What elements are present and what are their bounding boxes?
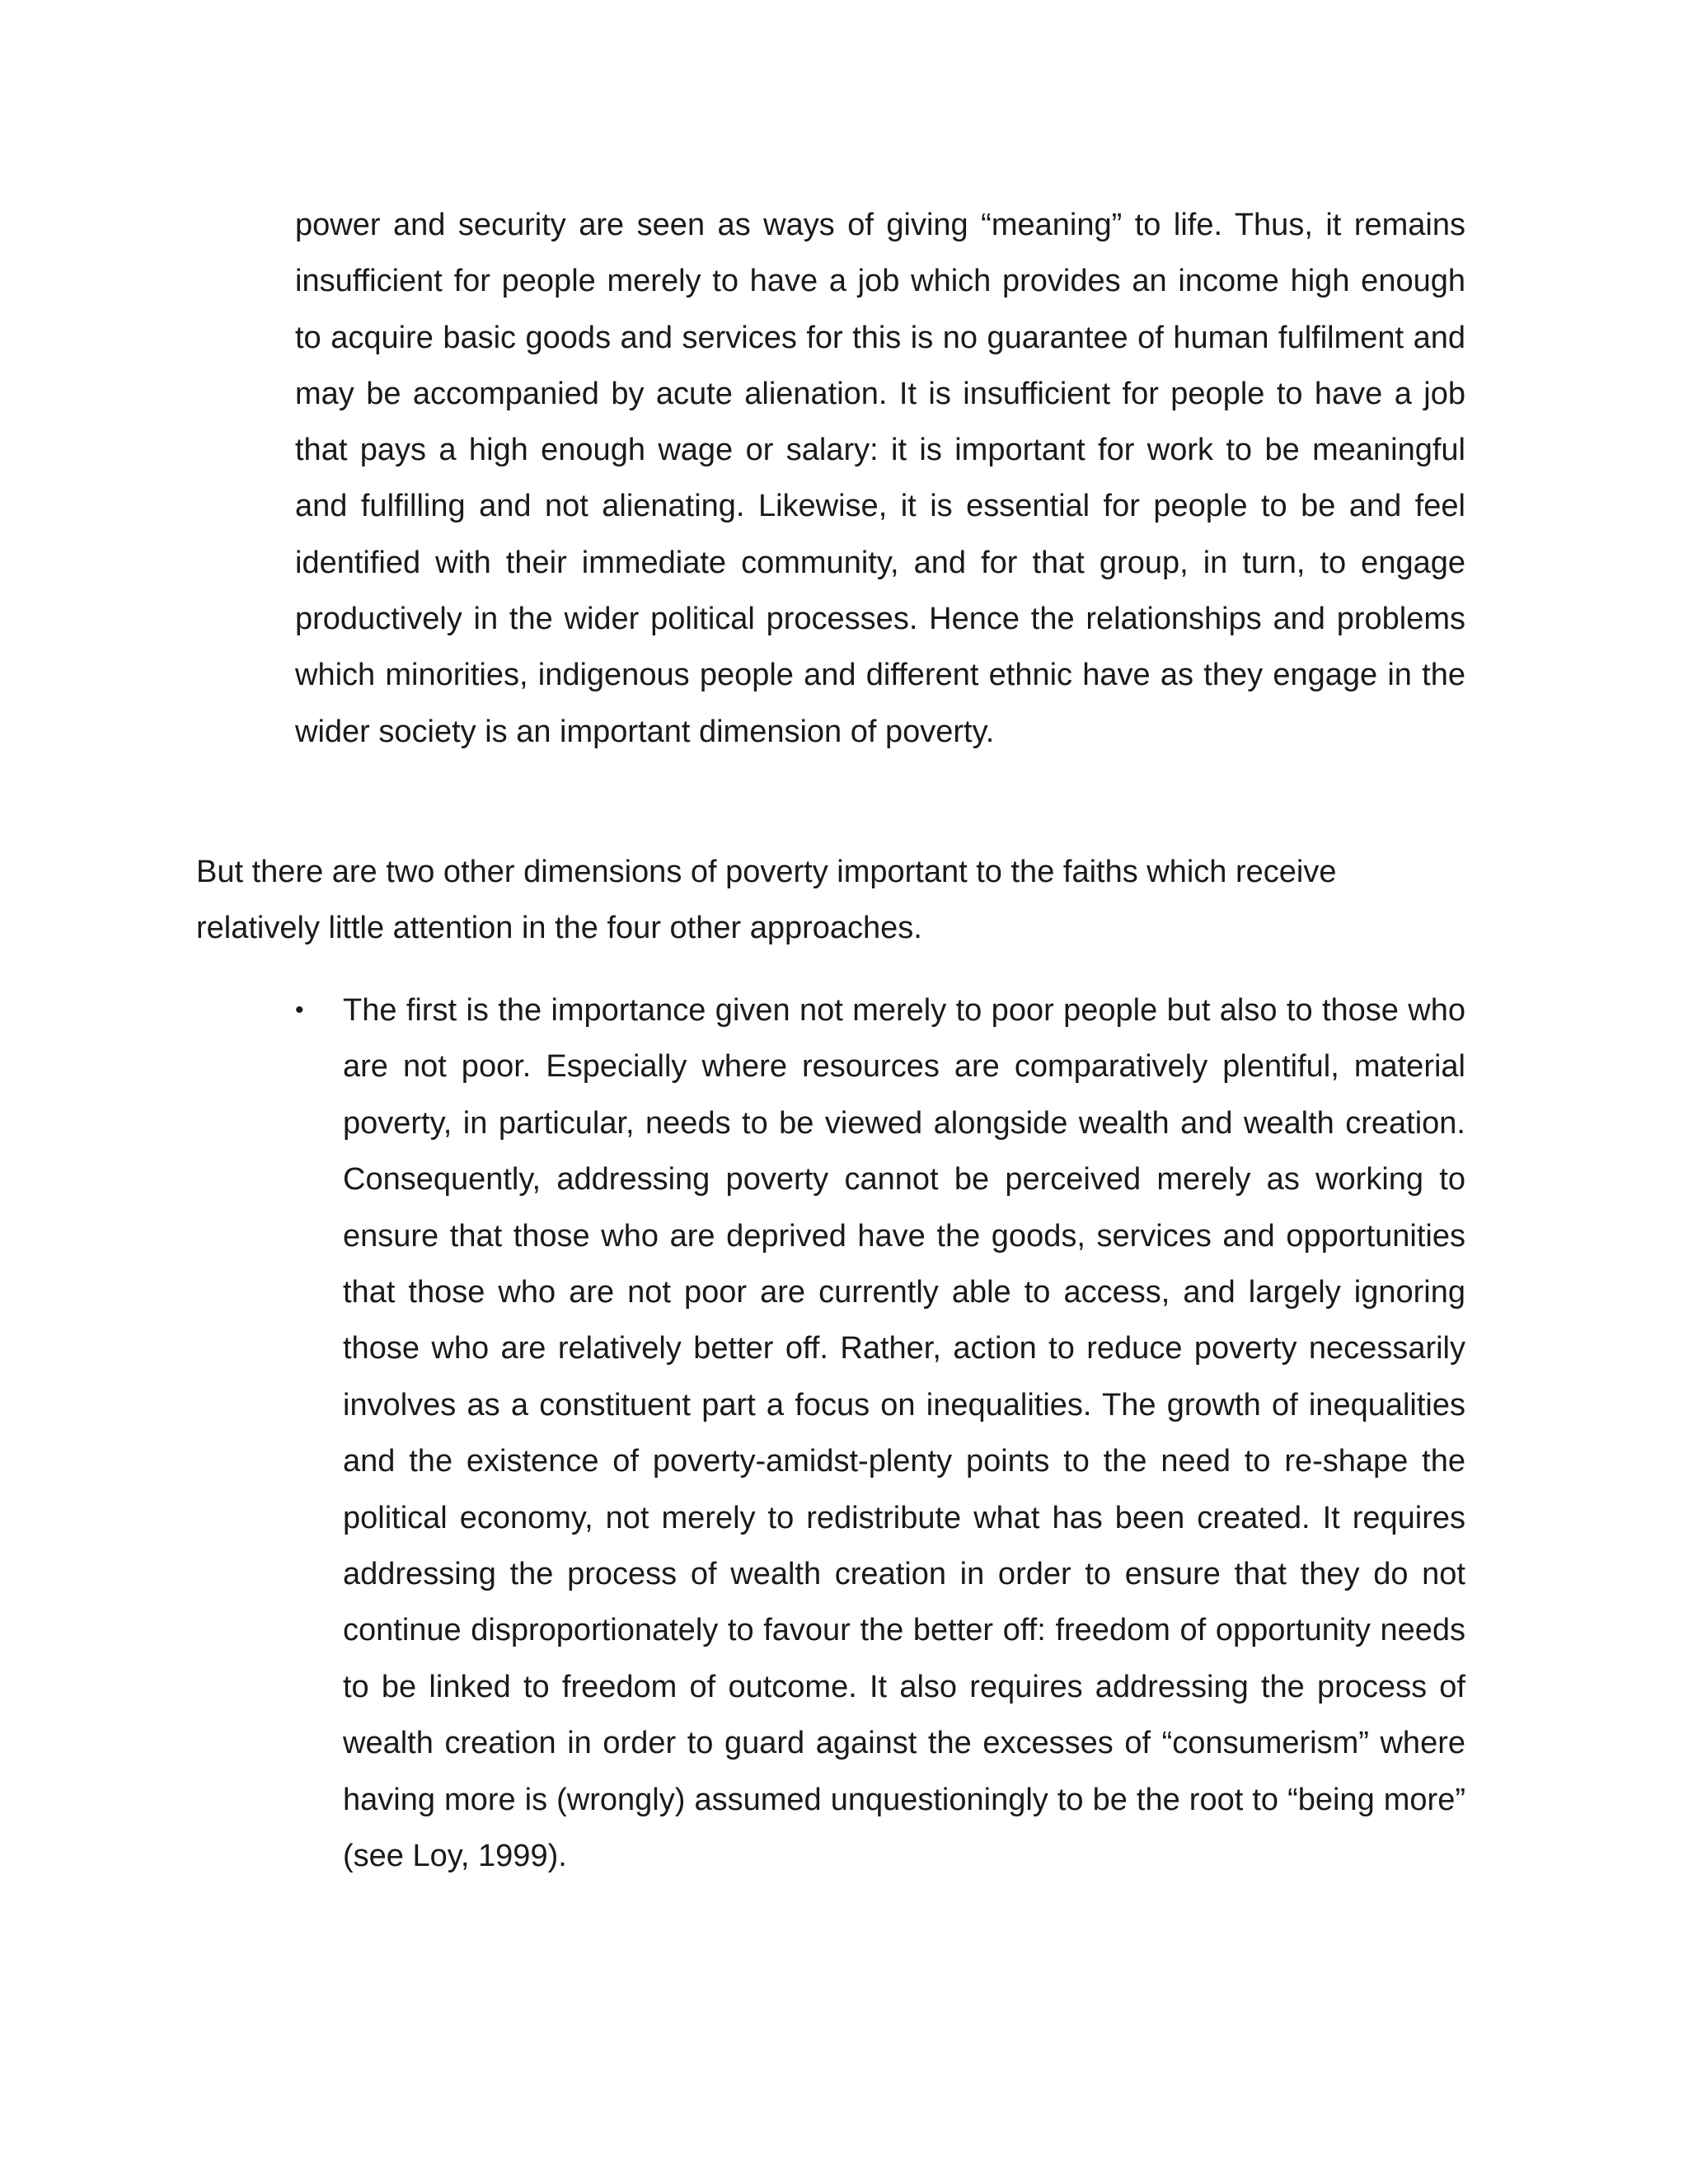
bullet-marker: • [295, 996, 304, 1024]
bullet-list [295, 982, 1465, 1885]
body-paragraph-intro: But there are two other dimensions of poverty important to the faiths which receive relatively little attention in the four other approaches. [196, 855, 1337, 945]
bullet-item [295, 982, 1465, 1885]
body-paragraph-continued: power and security are seen as ways of giving “meaning” to life. Thus, it remains insufficient for people merely to have a job which provides an income high enough to acquire basic goods and services for this is no guarantee of human fulfilment and may be accompanied by acute alienation. It is insufficient for people to have a job that pays a high enough wage or salary: it is important for work to be meaningful and fulfilling and not alienating. Likewise, it is essential for people to be and feel identified with their immediate community, and for that group, in turn, to engage productively in the wider political processes. Hence the relationships and problems which minorities, indigenous people and different ethnic have as they engage in the wider society is an important dimension of poverty. [295, 208, 1465, 749]
bullet-text: The first is the importance given not merely to poor people but also to those who are not poor. Especially where resources are comparatively plentiful, material poverty, in particular, needs to be viewed alongside wealth and wealth creation. Consequently, addressing poverty cannot be perceived merely as working to ensure that those who are deprived have the goods, services and opportunities that those who are not poor are currently able to access, and largely ignoring those who are relatively better off. Rather, action to reduce poverty necessarily involves as a constituent part a focus on inequalities. The growth of inequalities and the existence of poverty-amidst-plenty points to the need to re-shape the political economy, not merely to redistribute what has been created. It requires addressing the process of wealth creation in order to ensure that they do not continue disproportionately to favour the better off: freedom of opportunity needs to be linked to freedom of outcome. It also requires addressing the process of wealth creation in order to guard against the excesses of “consumerism” where having more is (wrongly) assumed unquestioningly to be the root to “being more” (see Loy, 1999). [343, 993, 1465, 1874]
